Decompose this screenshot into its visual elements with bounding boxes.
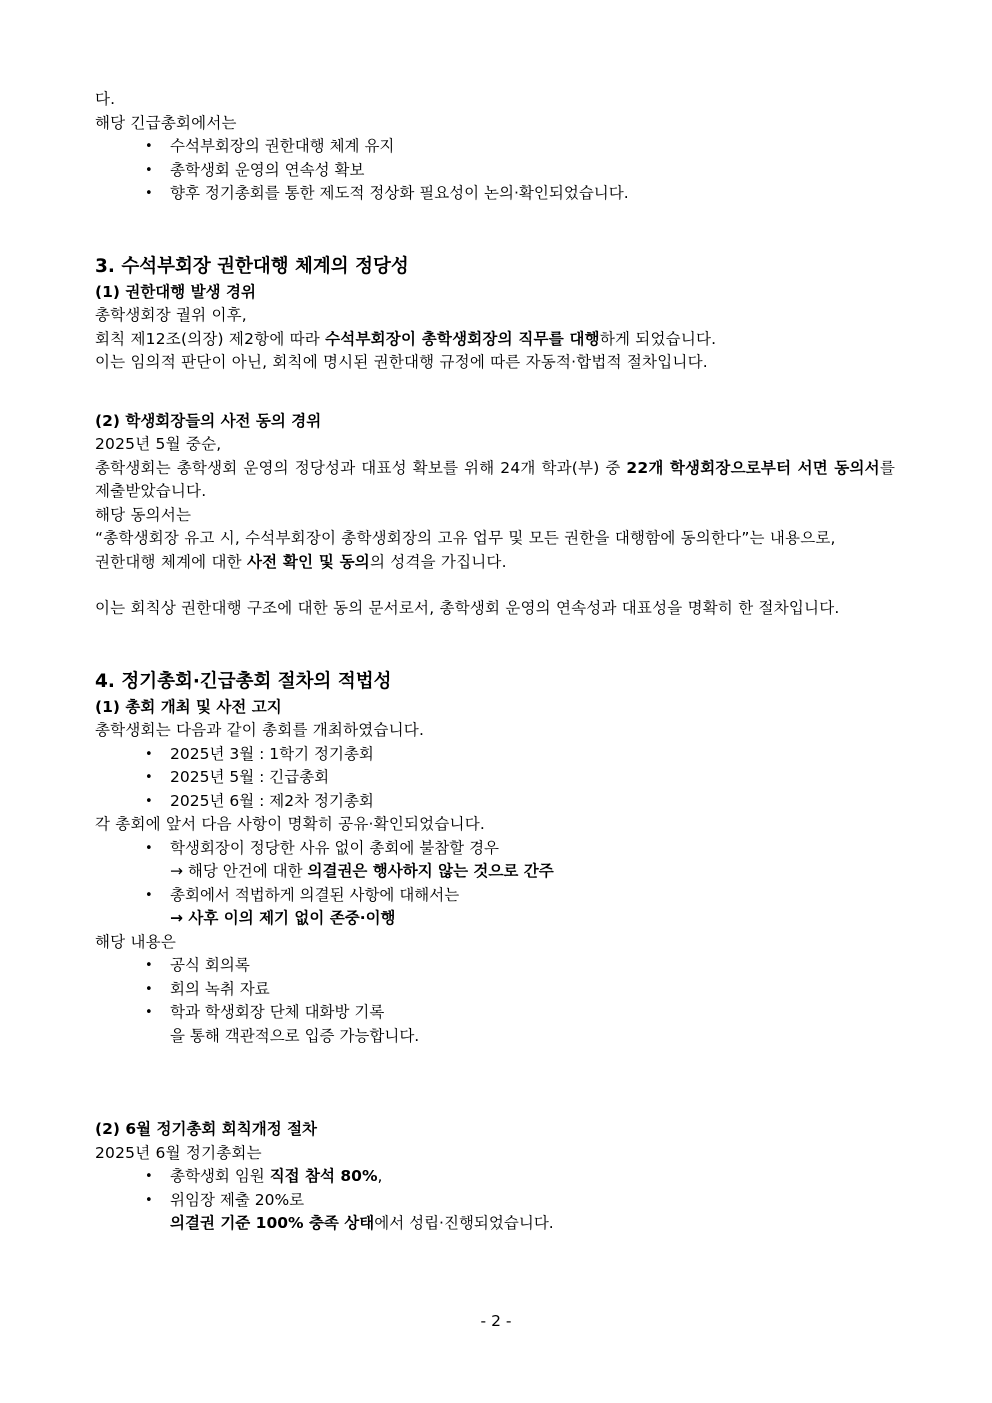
- attendance-list: [95, 1165, 895, 1212]
- paragraph-line: 각 총회에 앞서 다음 사항이 명확히 공유·확인되었습니다.: [95, 815, 485, 833]
- bold-text: 의결권은 행사하지 않는 것으로 간주: [307, 862, 554, 880]
- closing-paragraph: 이는 회칙상 권한대행 구조에 대한 동의 문서로서, 총학생회 운영의 연속성과 대표성을 명확히 한 절차입니다.: [95, 599, 840, 617]
- text-span: 회칙 제12조(의장) 제2항에 따라: [95, 329, 326, 348]
- list-item: • 공식 회의록: [95, 954, 895, 978]
- bold-text: 사전 확인 및 동의: [246, 552, 370, 571]
- text-span: → 해당 안건에 대한: [170, 862, 308, 880]
- intro-line: 다.: [95, 90, 116, 108]
- paragraph-line: [95, 551, 895, 575]
- bold-text: 의결권 기준 100% 충족 상태: [170, 1214, 375, 1232]
- paragraph-line: 이는 임의적 판단이 아닌, 회칙에 명시된 권한대행 규정에 따른 자동적·합법적 절차입니다.: [95, 353, 708, 371]
- arrow-line: [95, 860, 895, 884]
- paragraph-line: [95, 328, 895, 352]
- list-item: • 총학생회 운영의 연속성 확보: [95, 159, 895, 183]
- intro-line: 해당 긴급총회에서는: [95, 113, 237, 132]
- arrow-line: → 사후 이의 제기 없이 존중·이행: [170, 909, 396, 927]
- section-4-heading: 4. 정기총회·긴급총회 절차의 적법성: [95, 670, 392, 692]
- list-item: • 수석부회장의 권한대행 체계 유지: [95, 135, 895, 159]
- list-item: [95, 1165, 895, 1189]
- document-page: [95, 88, 895, 1236]
- section-4-2-heading: (2) 6월 정기총회 회칙개정 절차: [95, 1120, 318, 1138]
- page-number: - 2 -: [480, 1312, 512, 1330]
- list-item: • 학생회장이 정당한 사유 없이 총회에 불참할 경우: [95, 837, 895, 861]
- section-3-heading: 3. 수석부회장 권한대행 체계의 정당성: [95, 255, 409, 277]
- section-3-2-heading: (2) 학생회장들의 사전 동의 경위: [95, 411, 322, 430]
- list-item: • 학과 학생회장 단체 대화방 기록: [95, 1001, 895, 1025]
- text-span: ,: [377, 1167, 383, 1185]
- quote-paragraph: “총학생회장 유고 시, 수석부회장이 총학생회장의 고유 업무 및 모든 권한을 대행함에 동의한다”는 내용으로,: [95, 529, 836, 547]
- text-span: 를 제출받았습니다.: [95, 458, 896, 500]
- paragraph-line: 해당 동의서는: [95, 505, 192, 524]
- bold-text: 수석부회장이 총학생회장의 직무를 대행: [325, 329, 600, 348]
- bold-text: 직접 참석 80%: [269, 1167, 378, 1185]
- evidence-list: [95, 954, 895, 1025]
- paragraph-line: 총학생회장 궐위 이후,: [95, 306, 247, 324]
- paragraph-line: 총학생회는 다음과 같이 총회를 개최하였습니다.: [95, 721, 425, 739]
- paragraph-line: 2025년 5월 중순,: [95, 435, 222, 453]
- paragraph: [95, 457, 895, 504]
- list-item: • 2025년 5월 : 긴급총회: [95, 766, 895, 790]
- list-item: • 향후 정기총회를 통한 제도적 정상화 필요성이 논의·확인되었습니다.: [95, 182, 895, 206]
- meeting-list: [95, 743, 895, 814]
- intro-bullet-list: [95, 135, 895, 206]
- list-item: • 회의 녹취 자료: [95, 978, 895, 1002]
- section-3-1-heading: (1) 권한대행 발생 경위: [95, 282, 256, 301]
- text-span: 하게 되었습니다.: [599, 329, 717, 348]
- list-item: • 2025년 6월 : 제2차 정기총회: [95, 790, 895, 814]
- paragraph-line: 을 통해 객관적으로 입증 가능합니다.: [170, 1026, 420, 1045]
- text-span: 총학생회는 총학생회 운영의 정당성과 대표성 확보를 위해 24개 학과(부) 중: [95, 458, 627, 477]
- list-item: • 총회에서 적법하게 의결된 사항에 대해서는: [95, 884, 895, 908]
- list-item: • 2025년 3월 : 1학기 정기총회: [95, 743, 895, 767]
- text-span: 에서 성립·진행되었습니다.: [374, 1214, 554, 1232]
- text-span: 총학생회 임원: [170, 1167, 270, 1185]
- bold-text: 22개 학생회장으로부터 서면 동의서: [626, 458, 880, 477]
- rule-list: [95, 884, 895, 908]
- list-item: • 위임장 제출 20%로: [95, 1189, 895, 1213]
- paragraph-line: [95, 1212, 895, 1236]
- paragraph-line: 해당 내용은: [95, 932, 176, 951]
- text-span: 권한대행 체계에 대한: [95, 552, 247, 571]
- text-span: 의 성격을 가집니다.: [369, 552, 507, 571]
- section-4-1-heading: (1) 총회 개최 및 사전 고지: [95, 697, 282, 716]
- rule-list: [95, 837, 895, 861]
- paragraph-line: 2025년 6월 정기총회는: [95, 1143, 262, 1162]
